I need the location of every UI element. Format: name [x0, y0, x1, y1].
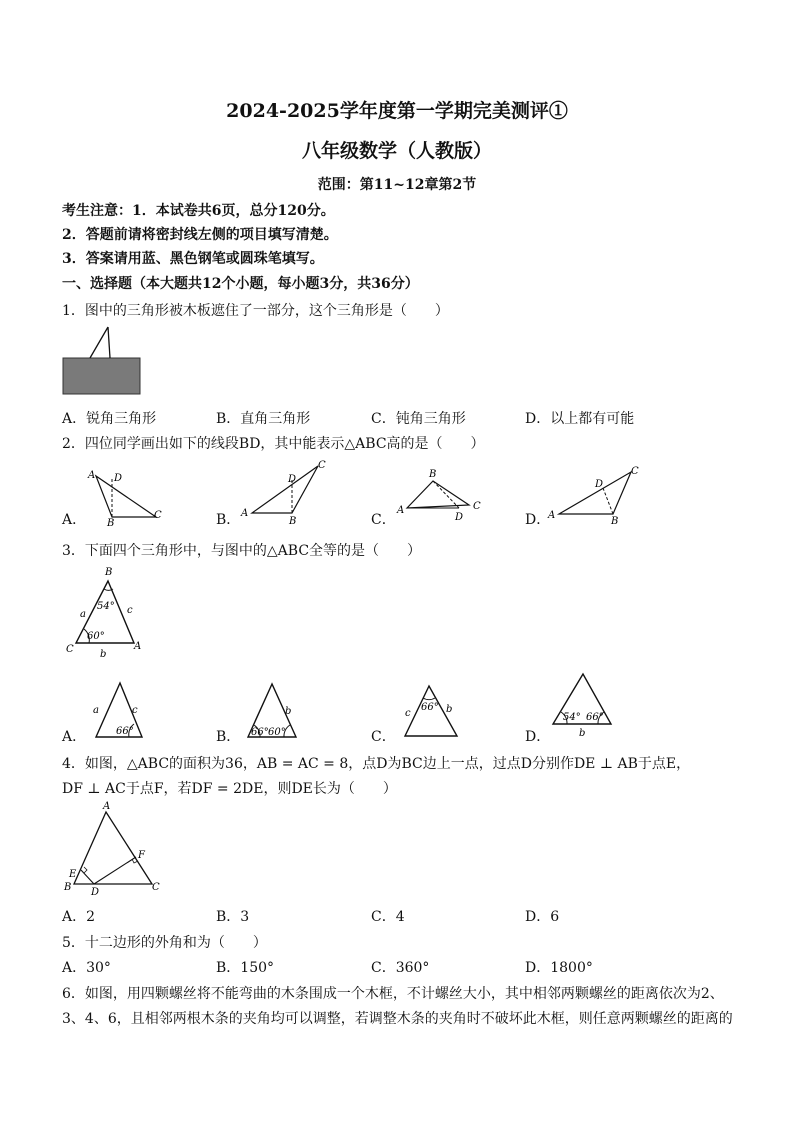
svg-text:60°: 60°	[87, 631, 105, 642]
svg-text:D: D	[455, 512, 464, 523]
q3-option-a[interactable]: A．	[62, 729, 87, 745]
q3-option-c[interactable]: C．	[371, 729, 396, 745]
label-a: A	[88, 470, 96, 481]
svg-text:E: E	[69, 869, 77, 880]
note-2: 2．答题前请将密封线左侧的项目填写清楚。	[62, 227, 338, 243]
q3-reference-triangle	[60, 563, 150, 660]
q3-option-a-triangle	[82, 677, 157, 742]
q5-option-a[interactable]: A．30°	[62, 960, 111, 976]
svg-text:c: c	[127, 605, 133, 616]
q4-stem-line-2: DF ⊥ AC于点F，若DF = 2DE，则DE长为（ ）	[62, 781, 397, 797]
q4-stem-line-1: 4．如图，△ABC的面积为36，AB = AC = 8，点D为BC边上一点，过点D分别作DE ⊥ AB于点E，	[62, 756, 691, 772]
svg-text:B: B	[64, 882, 72, 893]
svg-text:54°: 54°	[97, 601, 115, 612]
q2-stem: 2．四位同学画出如下的线段BD，其中能表示△ABC高的是（ ）	[62, 436, 485, 452]
q2-figure-b	[238, 458, 333, 526]
q3-option-d-triangle	[545, 670, 620, 738]
exam-title: 2024-2025学年度第一学期完美测评①	[226, 100, 568, 122]
svg-text:B: B	[429, 469, 437, 480]
svg-text:b: b	[579, 728, 586, 738]
exam-range: 范围：第11~12章第2节	[317, 177, 477, 193]
q4-option-d[interactable]: D．6	[525, 909, 560, 925]
q5-option-c[interactable]: C．360°	[371, 960, 430, 976]
svg-text:66°: 66°	[251, 727, 269, 738]
q5-stem: 5．十二边形的外角和为（ ）	[62, 935, 267, 951]
svg-text:A: A	[241, 508, 249, 519]
q3-stem: 3．下面四个三角形中，与图中的△ABC全等的是（ ）	[62, 543, 422, 559]
note-1: 考生注意：1．本试卷共6页，总分120分。	[62, 203, 335, 219]
q6-line-2: 3、4、6，且相邻两根木条的夹角均可以调整，若调整木条的夹角时不破坏此木框，则任意两颗螺丝的距离的	[62, 1011, 733, 1027]
q3-option-c-triangle	[395, 680, 470, 742]
svg-text:b: b	[100, 649, 107, 660]
q2-figure-a	[82, 462, 167, 527]
q2-figure-c	[393, 463, 488, 525]
q2-figure-d	[545, 462, 645, 526]
svg-text:60°: 60°	[268, 727, 286, 738]
q1-option-a[interactable]: A．锐角三角形	[62, 411, 157, 427]
svg-text:D: D	[288, 474, 297, 485]
svg-text:D: D	[595, 479, 604, 490]
q4-option-a[interactable]: A．2	[62, 909, 96, 925]
q2-option-b[interactable]: B．	[216, 512, 241, 528]
svg-text:a: a	[93, 705, 99, 716]
wood-board	[63, 358, 140, 394]
svg-text:A: A	[548, 510, 556, 521]
q3-option-b[interactable]: B．	[216, 729, 241, 745]
svg-text:c: c	[132, 705, 138, 716]
q1-figure	[60, 325, 145, 400]
svg-text:A: A	[103, 801, 111, 812]
svg-text:B: B	[611, 516, 619, 526]
svg-text:C: C	[473, 501, 481, 512]
label-d: D	[114, 473, 123, 484]
svg-text:C: C	[631, 466, 639, 477]
q4-option-b[interactable]: B．3	[216, 909, 250, 925]
triangle-side-right	[108, 327, 110, 358]
section-heading: 一、选择题（本大题共12个小题，每小题3分，共36分）	[62, 276, 419, 292]
svg-text:66°: 66°	[116, 726, 134, 737]
exam-subtitle: 八年级数学（人教版）	[301, 140, 492, 162]
svg-text:C: C	[66, 644, 74, 655]
note-3: 3．答案请用蓝、黑色钢笔或圆珠笔填写。	[62, 251, 324, 267]
triangle-side-left	[90, 327, 108, 358]
svg-text:66°: 66°	[586, 712, 604, 723]
svg-text:C: C	[152, 882, 160, 893]
svg-text:B: B	[105, 567, 113, 578]
svg-text:b: b	[446, 704, 453, 715]
q3-option-b-triangle	[240, 680, 310, 742]
svg-text:F: F	[138, 850, 145, 861]
svg-text:c: c	[405, 708, 411, 719]
svg-text:66°: 66°	[421, 702, 439, 713]
q6-line-1: 6．如图，用四颗螺丝将不能弯曲的木条围成一个木框，不计螺丝大小，其中相邻两颗螺丝的距离依次为2、	[62, 986, 724, 1002]
label-c: C	[154, 510, 162, 521]
q4-figure	[60, 800, 165, 898]
q3-option-d[interactable]: D．	[525, 729, 551, 745]
q2-option-d[interactable]: D．	[525, 512, 551, 528]
svg-text:A: A	[134, 641, 142, 652]
q2-option-a[interactable]: A．	[62, 512, 87, 528]
svg-text:D: D	[91, 887, 100, 898]
q1-option-c[interactable]: C．钝角三角形	[371, 411, 466, 427]
label-b: B	[107, 518, 115, 527]
q5-option-d[interactable]: D．1800°	[525, 960, 593, 976]
q1-stem: 1．图中的三角形被木板遮住了一部分，这个三角形是（ ）	[62, 303, 449, 319]
svg-text:b: b	[285, 706, 292, 717]
svg-text:54°: 54°	[563, 712, 581, 723]
svg-text:C: C	[318, 460, 326, 471]
q4-option-c[interactable]: C．4	[371, 909, 405, 925]
svg-text:A: A	[397, 505, 405, 516]
svg-text:B: B	[289, 516, 297, 526]
q5-option-b[interactable]: B．150°	[216, 960, 275, 976]
q2-option-c[interactable]: C．	[371, 512, 396, 528]
svg-text:a: a	[80, 609, 86, 620]
q1-option-d[interactable]: D．以上都有可能	[525, 411, 635, 427]
q1-option-b[interactable]: B．直角三角形	[216, 411, 311, 427]
